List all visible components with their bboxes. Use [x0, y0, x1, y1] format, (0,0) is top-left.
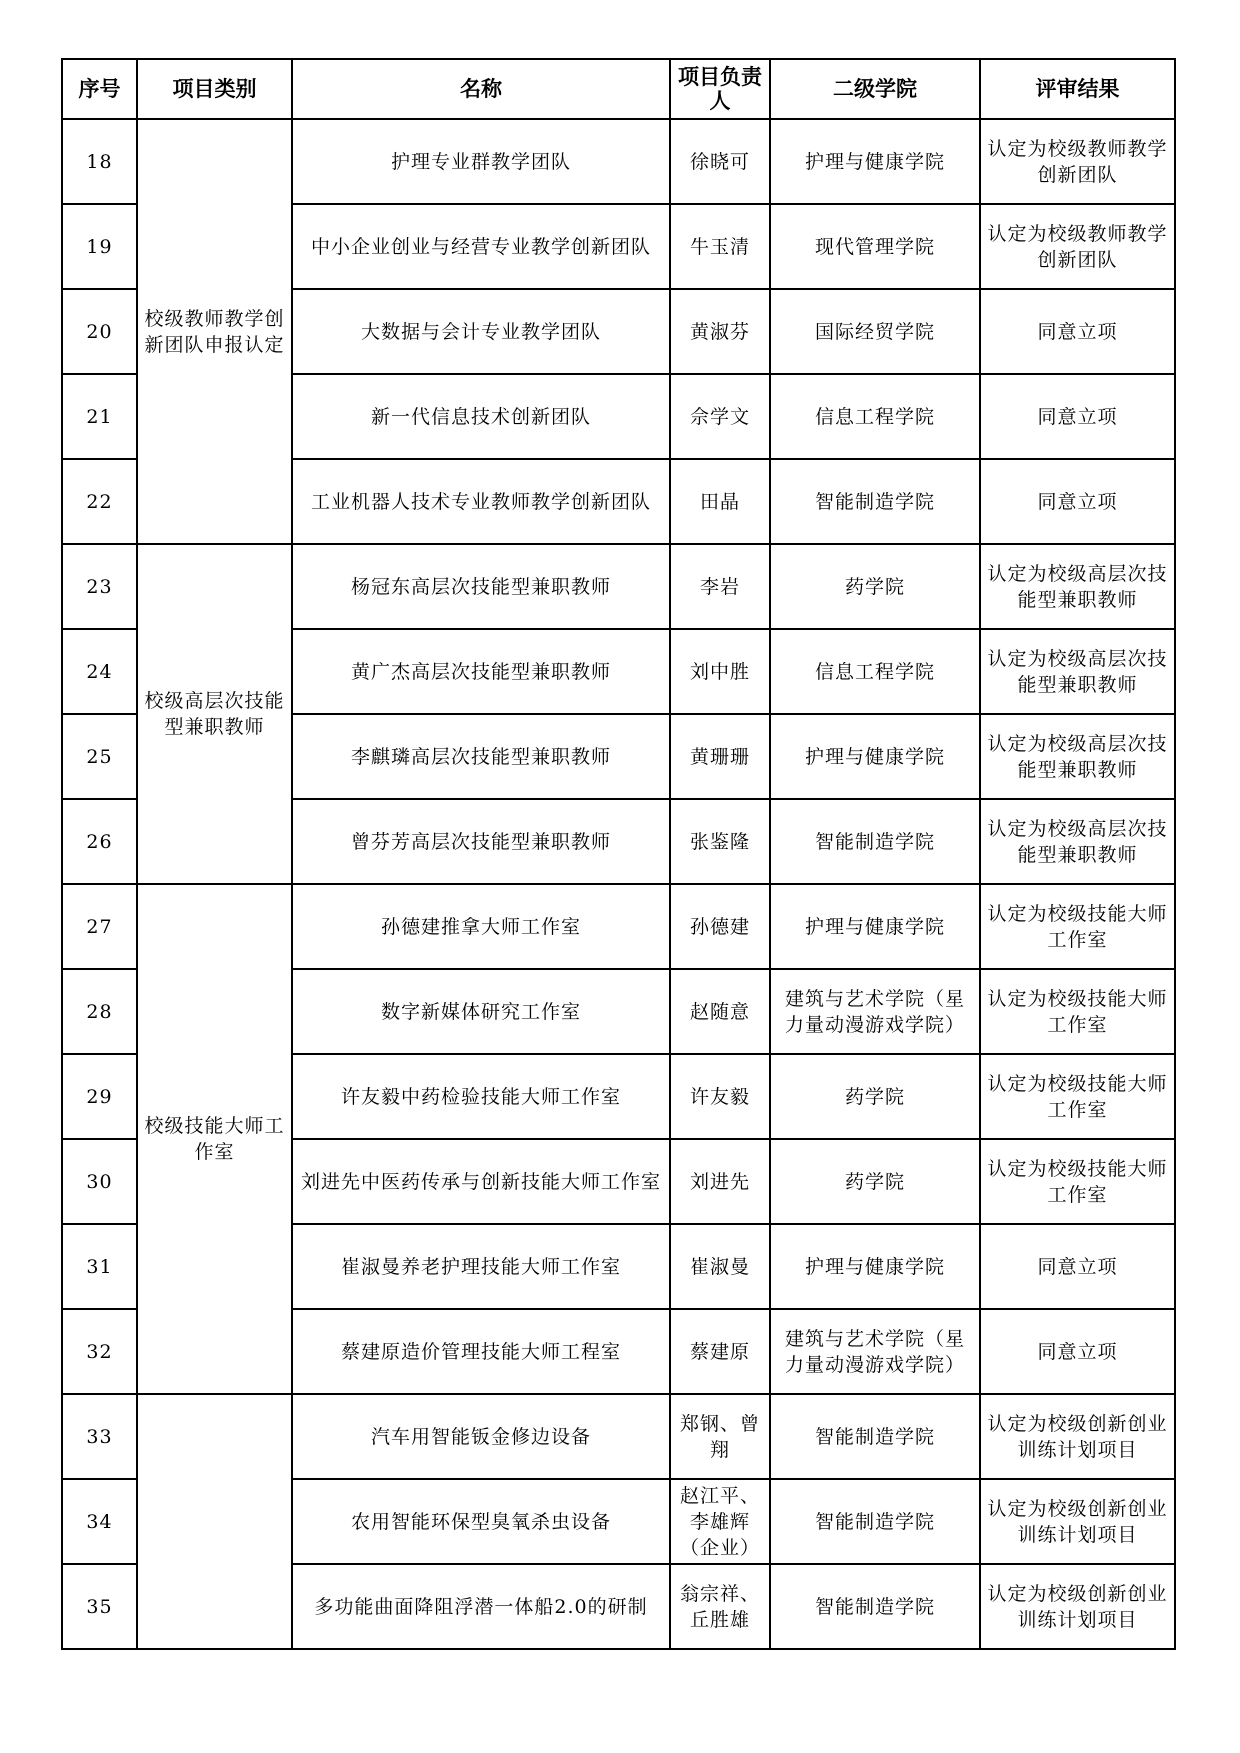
cell-college: 药学院: [770, 1054, 980, 1139]
cell-seq: 23: [62, 544, 137, 629]
cell-seq: 29: [62, 1054, 137, 1139]
cell-name: 农用智能环保型臭氧杀虫设备: [292, 1479, 670, 1564]
cell-seq: 28: [62, 969, 137, 1054]
cell-category: 校级教师教学创新团队申报认定: [137, 119, 292, 544]
cell-result: 认定为校级技能大师工作室: [980, 1139, 1175, 1224]
cell-college: 护理与健康学院: [770, 884, 980, 969]
cell-name: 工业机器人技术专业教师教学创新团队: [292, 459, 670, 544]
cell-seq: 27: [62, 884, 137, 969]
cell-college: 护理与健康学院: [770, 714, 980, 799]
cell-result: 同意立项: [980, 374, 1175, 459]
cell-leader: 田晶: [670, 459, 770, 544]
cell-leader: 黄珊珊: [670, 714, 770, 799]
cell-leader: 张鉴隆: [670, 799, 770, 884]
cell-result: 认定为校级高层次技能型兼职教师: [980, 714, 1175, 799]
cell-college: 信息工程学院: [770, 374, 980, 459]
cell-seq: 26: [62, 799, 137, 884]
header-leader: 项目负责人: [670, 59, 770, 119]
table-row: [62, 1394, 1175, 1479]
cell-name: 新一代信息技术创新团队: [292, 374, 670, 459]
cell-college: 智能制造学院: [770, 1564, 980, 1649]
header-seq: 序号: [62, 59, 137, 119]
cell-college: 智能制造学院: [770, 1394, 980, 1479]
cell-college: 国际经贸学院: [770, 289, 980, 374]
cell-leader: 刘进先: [670, 1139, 770, 1224]
cell-result: 认定为校级高层次技能型兼职教师: [980, 629, 1175, 714]
cell-name: 孙德建推拿大师工作室: [292, 884, 670, 969]
cell-result: 同意立项: [980, 1224, 1175, 1309]
header-result: 评审结果: [980, 59, 1175, 119]
cell-leader: 李岩: [670, 544, 770, 629]
cell-result: 认定为校级技能大师工作室: [980, 969, 1175, 1054]
cell-leader: 赵江平、李雄辉（企业）: [670, 1479, 770, 1564]
cell-result: 同意立项: [980, 459, 1175, 544]
cell-college: 智能制造学院: [770, 799, 980, 884]
header-name: 名称: [292, 59, 670, 119]
cell-college: 信息工程学院: [770, 629, 980, 714]
cell-seq: 30: [62, 1139, 137, 1224]
cell-name: 李麒璘高层次技能型兼职教师: [292, 714, 670, 799]
cell-result: 认定为校级技能大师工作室: [980, 884, 1175, 969]
cell-college: 药学院: [770, 544, 980, 629]
cell-name: 护理专业群教学团队: [292, 119, 670, 204]
cell-leader: 黄淑芬: [670, 289, 770, 374]
cell-result: 认定为校级创新创业训练计划项目: [980, 1479, 1175, 1564]
cell-seq: 33: [62, 1394, 137, 1479]
header-college: 二级学院: [770, 59, 980, 119]
cell-college: 现代管理学院: [770, 204, 980, 289]
cell-result: 认定为校级创新创业训练计划项目: [980, 1394, 1175, 1479]
cell-result: 认定为校级高层次技能型兼职教师: [980, 799, 1175, 884]
cell-leader: 郑钢、曾翔: [670, 1394, 770, 1479]
cell-seq: 22: [62, 459, 137, 544]
cell-result: 认定为校级创新创业训练计划项目: [980, 1564, 1175, 1649]
cell-seq: 25: [62, 714, 137, 799]
cell-leader: 崔淑曼: [670, 1224, 770, 1309]
cell-leader: 牛玉清: [670, 204, 770, 289]
cell-category: [137, 1394, 292, 1649]
cell-college: 建筑与艺术学院（星力量动漫游戏学院）: [770, 969, 980, 1054]
cell-leader: 蔡建原: [670, 1309, 770, 1394]
cell-seq: 19: [62, 204, 137, 289]
cell-result: 认定为校级教师教学创新团队: [980, 119, 1175, 204]
cell-result: 同意立项: [980, 289, 1175, 374]
cell-seq: 18: [62, 119, 137, 204]
review-results-table: [61, 58, 1176, 1650]
cell-name: 多功能曲面降阻浮潜一体船2.0的研制: [292, 1564, 670, 1649]
cell-seq: 32: [62, 1309, 137, 1394]
table-body: [62, 119, 1175, 1649]
cell-college: 护理与健康学院: [770, 119, 980, 204]
table-row: [62, 544, 1175, 629]
cell-leader: 孙德建: [670, 884, 770, 969]
header-category: 项目类别: [137, 59, 292, 119]
cell-seq: 34: [62, 1479, 137, 1564]
cell-name: 许友毅中药检验技能大师工作室: [292, 1054, 670, 1139]
cell-leader: 佘学文: [670, 374, 770, 459]
cell-college: 建筑与艺术学院（星力量动漫游戏学院）: [770, 1309, 980, 1394]
cell-name: 中小企业创业与经营专业教学创新团队: [292, 204, 670, 289]
cell-leader: 翁宗祥、丘胜雄: [670, 1564, 770, 1649]
cell-college: 智能制造学院: [770, 459, 980, 544]
cell-seq: 24: [62, 629, 137, 714]
cell-name: 大数据与会计专业教学团队: [292, 289, 670, 374]
table-header-row: [62, 59, 1175, 119]
cell-name: 崔淑曼养老护理技能大师工作室: [292, 1224, 670, 1309]
cell-result: 认定为校级高层次技能型兼职教师: [980, 544, 1175, 629]
table-row: [62, 119, 1175, 204]
cell-college: 智能制造学院: [770, 1479, 980, 1564]
cell-result: 认定为校级技能大师工作室: [980, 1054, 1175, 1139]
cell-college: 药学院: [770, 1139, 980, 1224]
cell-name: 杨冠东高层次技能型兼职教师: [292, 544, 670, 629]
cell-leader: 许友毅: [670, 1054, 770, 1139]
cell-seq: 21: [62, 374, 137, 459]
cell-seq: 35: [62, 1564, 137, 1649]
cell-name: 刘进先中医药传承与创新技能大师工作室: [292, 1139, 670, 1224]
table-row: [62, 884, 1175, 969]
cell-name: 蔡建原造价管理技能大师工程室: [292, 1309, 670, 1394]
cell-category: 校级高层次技能型兼职教师: [137, 544, 292, 884]
cell-leader: 徐晓可: [670, 119, 770, 204]
cell-category: 校级技能大师工作室: [137, 884, 292, 1394]
cell-leader: 刘中胜: [670, 629, 770, 714]
cell-result: 认定为校级教师教学创新团队: [980, 204, 1175, 289]
cell-college: 护理与健康学院: [770, 1224, 980, 1309]
cell-name: 汽车用智能钣金修边设备: [292, 1394, 670, 1479]
cell-leader: 赵随意: [670, 969, 770, 1054]
cell-name: 曾芬芳高层次技能型兼职教师: [292, 799, 670, 884]
cell-seq: 31: [62, 1224, 137, 1309]
cell-seq: 20: [62, 289, 137, 374]
cell-name: 黄广杰高层次技能型兼职教师: [292, 629, 670, 714]
cell-result: 同意立项: [980, 1309, 1175, 1394]
cell-name: 数字新媒体研究工作室: [292, 969, 670, 1054]
